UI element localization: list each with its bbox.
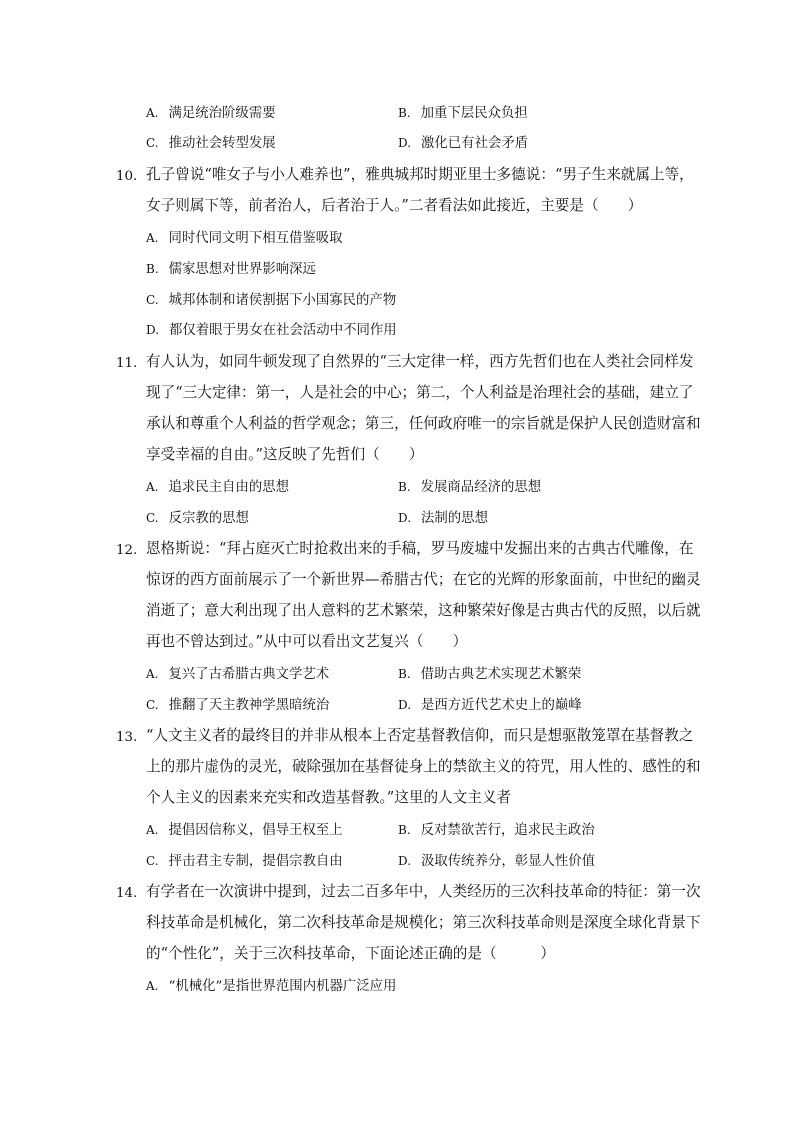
q11-option-c: C. 反宗教的思想 (146, 511, 249, 526)
q12-option-a: A. 复兴了古希腊古典文学艺术 (146, 667, 330, 682)
q12-option-c: C. 推翻了天主教神学黑暗统治 (146, 698, 330, 713)
q13-option-d: D. 汲取传统养分，彰显人性价值 (398, 854, 596, 869)
q13-stem-line-1: “人文主义者的最终目的并非从根本上否定基督教信仰，而只是想驱散笼罩在基督教之 (146, 727, 694, 744)
q10-number: 10. (116, 169, 138, 184)
q10-option-d: D. 都仅着眼于男女在社会活动中不同作用 (146, 323, 397, 338)
q11-stem-line-4: 享受幸福的自由。”这反映了先哲们（ ） (146, 446, 424, 463)
q12-stem-line-2: 惊讶的西方面前展示了一个新世界—希腊古代；在它的光辉的形象面前，中世纪的幽灵 (146, 571, 701, 588)
q14-stem-line-3: 的“个性化”，关于三次科技革命，下面论述正确的是（ ） (146, 945, 555, 962)
q13-stem-line-3: 个人主义的因素来充实和改造基督教。”这里的人文主义者 (146, 789, 512, 806)
q10-stem-line-2: 女子则属下等，前者治人，后者治于人。”二者看法如此接近，主要是（ ） (146, 197, 643, 214)
q10-option-c: C. 城邦体制和诸侯割据下小国寡民的产物 (146, 293, 397, 308)
q13-number: 13. (116, 730, 138, 745)
q13-option-c: C. 抨击君主专制，提倡宗教自由 (146, 854, 343, 869)
q14-option-a: A. “机械化”是指世界范围内机器广泛应用 (146, 979, 397, 994)
q12-stem-line-1: 恩格斯说：“拜占庭灭亡时抢救出来的手稿，罗马废墟中发掘出来的古典古代雕像，在 (146, 540, 694, 557)
q11-stem-line-2: 现了“三大定律：第一，人是社会的中心；第二，个人利益是治理社会的基础，建立了 (146, 384, 694, 401)
q9-option-c: C. 推动社会转型发展 (146, 136, 276, 151)
q12-option-b: B. 借助古典艺术实现艺术繁荣 (398, 667, 582, 682)
q13-option-b: B. 反对禁欲苦行，追求民主政治 (398, 823, 595, 838)
q14-stem-line-2: 科技革命是机械化，第二次科技革命是规模化；第三次科技革命则是深度全球化背景下 (146, 914, 701, 931)
q13-stem-line-2: 上的那片虚伪的灵光，破除强加在基督徒身上的禁欲主义的符咒，用人性的、感性的和 (146, 758, 701, 775)
q13-option-a: A. 提倡因信称义，倡导王权至上 (146, 823, 343, 838)
q9-option-b: B. 加重下层民众负担 (398, 106, 528, 121)
q12-stem-line-3: 消逝了；意大利出现了出人意料的艺术繁荣，这种繁荣好像是古典古代的反照，以后就 (146, 602, 701, 619)
q12-number: 12. (116, 543, 138, 558)
q14-number: 14. (116, 886, 138, 901)
q11-option-d: D. 法制的思想 (398, 511, 488, 526)
q11-option-b: B. 发展商品经济的思想 (398, 480, 542, 495)
q11-stem-line-1: 有人认为，如同牛顿发现了自然界的“三大定律一样，西方先哲们也在人类社会同样发 (146, 353, 694, 370)
q9-option-a: A. 满足统治阶级需要 (146, 106, 276, 121)
q12-option-d: D. 是西方近代艺术史上的巅峰 (398, 698, 582, 713)
q11-stem-line-3: 承认和尊重个人利益的哲学观念；第三，任何政府唯一的宗旨就是保护人民创造财富和 (146, 415, 701, 432)
q10-option-b: B. 儒家思想对世界影响深远 (146, 262, 316, 277)
q9-option-d: D. 激化已有社会矛盾 (398, 136, 529, 151)
q10-stem-line-1: 孔子曾说“唯女子与小人难养也”，雅典城邦时期亚里士多德说：“男子生来就属上等， (146, 166, 694, 183)
q14-stem-line-1: 有学者在一次演讲中提到，过去二百多年中，人类经历的三次科技革命的特征：第一次 (146, 883, 701, 900)
q11-number: 11. (116, 356, 138, 371)
q12-stem-line-4: 再也不曾达到过。”从中可以看出文艺复兴（ ） (146, 633, 468, 650)
q11-option-a: A. 追求民主自由的思想 (146, 480, 289, 495)
q10-option-a: A. 同时代同文明下相互借鉴吸取 (146, 231, 343, 246)
